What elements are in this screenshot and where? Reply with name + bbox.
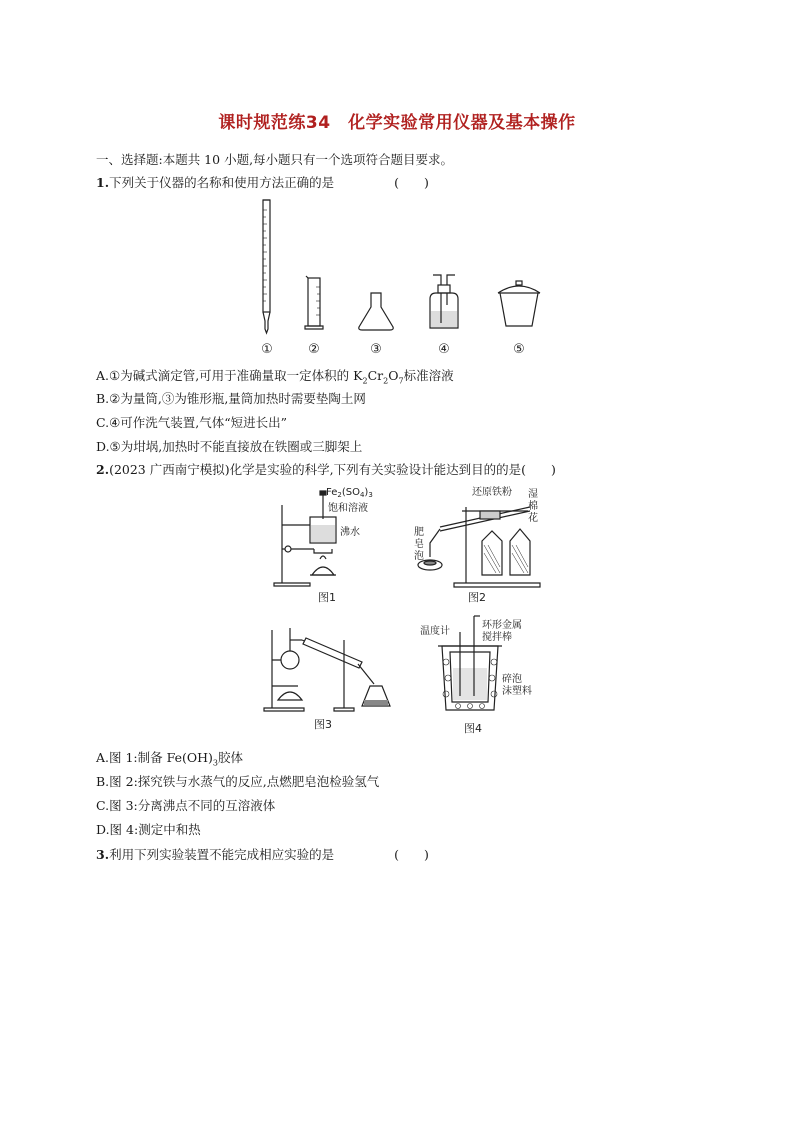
q2-option-d: D.图 4:测定中和热 bbox=[96, 822, 201, 837]
fig2-cotton-2: 棉 bbox=[528, 501, 538, 512]
label-5: ⑤ bbox=[513, 342, 525, 357]
fig2-caption: 图2 bbox=[468, 591, 486, 604]
question-number: 3. bbox=[96, 847, 110, 862]
cylinder-drawing bbox=[305, 276, 323, 329]
question-3 bbox=[96, 845, 429, 863]
burette-drawing bbox=[263, 200, 270, 333]
figure-3-distillation bbox=[258, 610, 408, 738]
answer-blank: ( ) bbox=[394, 175, 429, 190]
fig4-caption: 图4 bbox=[464, 722, 482, 735]
figure-4-calorimeter bbox=[418, 612, 568, 740]
fig2-soap-3: 泡 bbox=[414, 551, 424, 562]
fig4-stirrer-1: 环形金属 bbox=[482, 620, 522, 631]
fig1-water-label: 沸水 bbox=[340, 527, 360, 538]
q2-option-a: A.图 1:制备 $Fe(OH)_3$胶体 bbox=[96, 750, 244, 768]
flask-drawing bbox=[359, 293, 393, 330]
page-title: 课时规范练34 化学实验常用仪器及基本操作 bbox=[218, 113, 576, 133]
q2-option-c: C.图 3:分离沸点不同的互溶液体 bbox=[96, 798, 276, 813]
fig2-soap-2: 皂 bbox=[414, 539, 424, 550]
fig1-caption: 图1 bbox=[318, 591, 336, 604]
q1-option-b: B.②为量筒,③为锥形瓶,量筒加热时需要垫陶土网 bbox=[96, 391, 366, 406]
label-3: ③ bbox=[370, 342, 382, 357]
q1-option-c: C.④可作洗气装置,气体“短进长出” bbox=[96, 415, 288, 430]
question-number: 2. bbox=[96, 462, 110, 477]
fig2-iron-label: 还原铁粉 bbox=[472, 487, 512, 498]
question-stem: 利用下列实验装置不能完成相应实验的是 bbox=[109, 847, 335, 862]
q1-option-a: A.①为碱式滴定管,可用于准确量取一定体积的 $K_2Cr_2O_7$标准溶液 bbox=[96, 368, 454, 386]
fig1-reagent: $Fe_2(SO_4)_3$ bbox=[326, 487, 373, 499]
fig4-thermo-label: 温度计 bbox=[420, 626, 450, 637]
label-4: ④ bbox=[438, 342, 450, 357]
washing-bottle-drawing bbox=[430, 275, 458, 328]
question-number: 1. bbox=[96, 175, 110, 190]
q1-instruments-figure bbox=[250, 195, 550, 360]
label-2: ② bbox=[308, 342, 320, 357]
q2-option-b: B.图 2:探究铁与水蒸气的反应,点燃肥皂泡检验氢气 bbox=[96, 774, 380, 789]
q1-option-d: D.⑤为坩埚,加热时不能直接放在铁圈或三脚架上 bbox=[96, 439, 363, 454]
figure-1-colloid-setup bbox=[270, 483, 390, 605]
fig4-foam-1: 碎泡 bbox=[502, 674, 522, 685]
fig2-soap-1: 肥 bbox=[414, 527, 424, 538]
question-stem: (2023 广西南宁模拟)化学是实验的科学,下列有关实验设计能达到目的的是( ) bbox=[109, 462, 556, 477]
fig4-foam-2: 沫塑料 bbox=[502, 686, 532, 697]
label-1: ① bbox=[261, 342, 273, 357]
fig2-cotton-1: 湿 bbox=[528, 489, 538, 500]
question-2 bbox=[96, 460, 556, 478]
figure-2-iron-steam bbox=[410, 483, 560, 605]
fig3-caption: 图3 bbox=[314, 718, 332, 731]
fig1-solution-label: 饱和溶液 bbox=[328, 503, 368, 514]
fig2-cotton-3: 花 bbox=[528, 513, 538, 524]
section-heading: 一、选择题:本题共 10 小题,每小题只有一个选项符合题目要求。 bbox=[96, 152, 454, 167]
answer-blank: ( ) bbox=[394, 847, 429, 862]
question-stem: 下列关于仪器的名称和使用方法正确的是 bbox=[109, 175, 335, 190]
crucible-drawing bbox=[498, 281, 540, 326]
fig4-stirrer-2: 搅拌棒 bbox=[482, 632, 512, 643]
question-1 bbox=[96, 173, 429, 191]
